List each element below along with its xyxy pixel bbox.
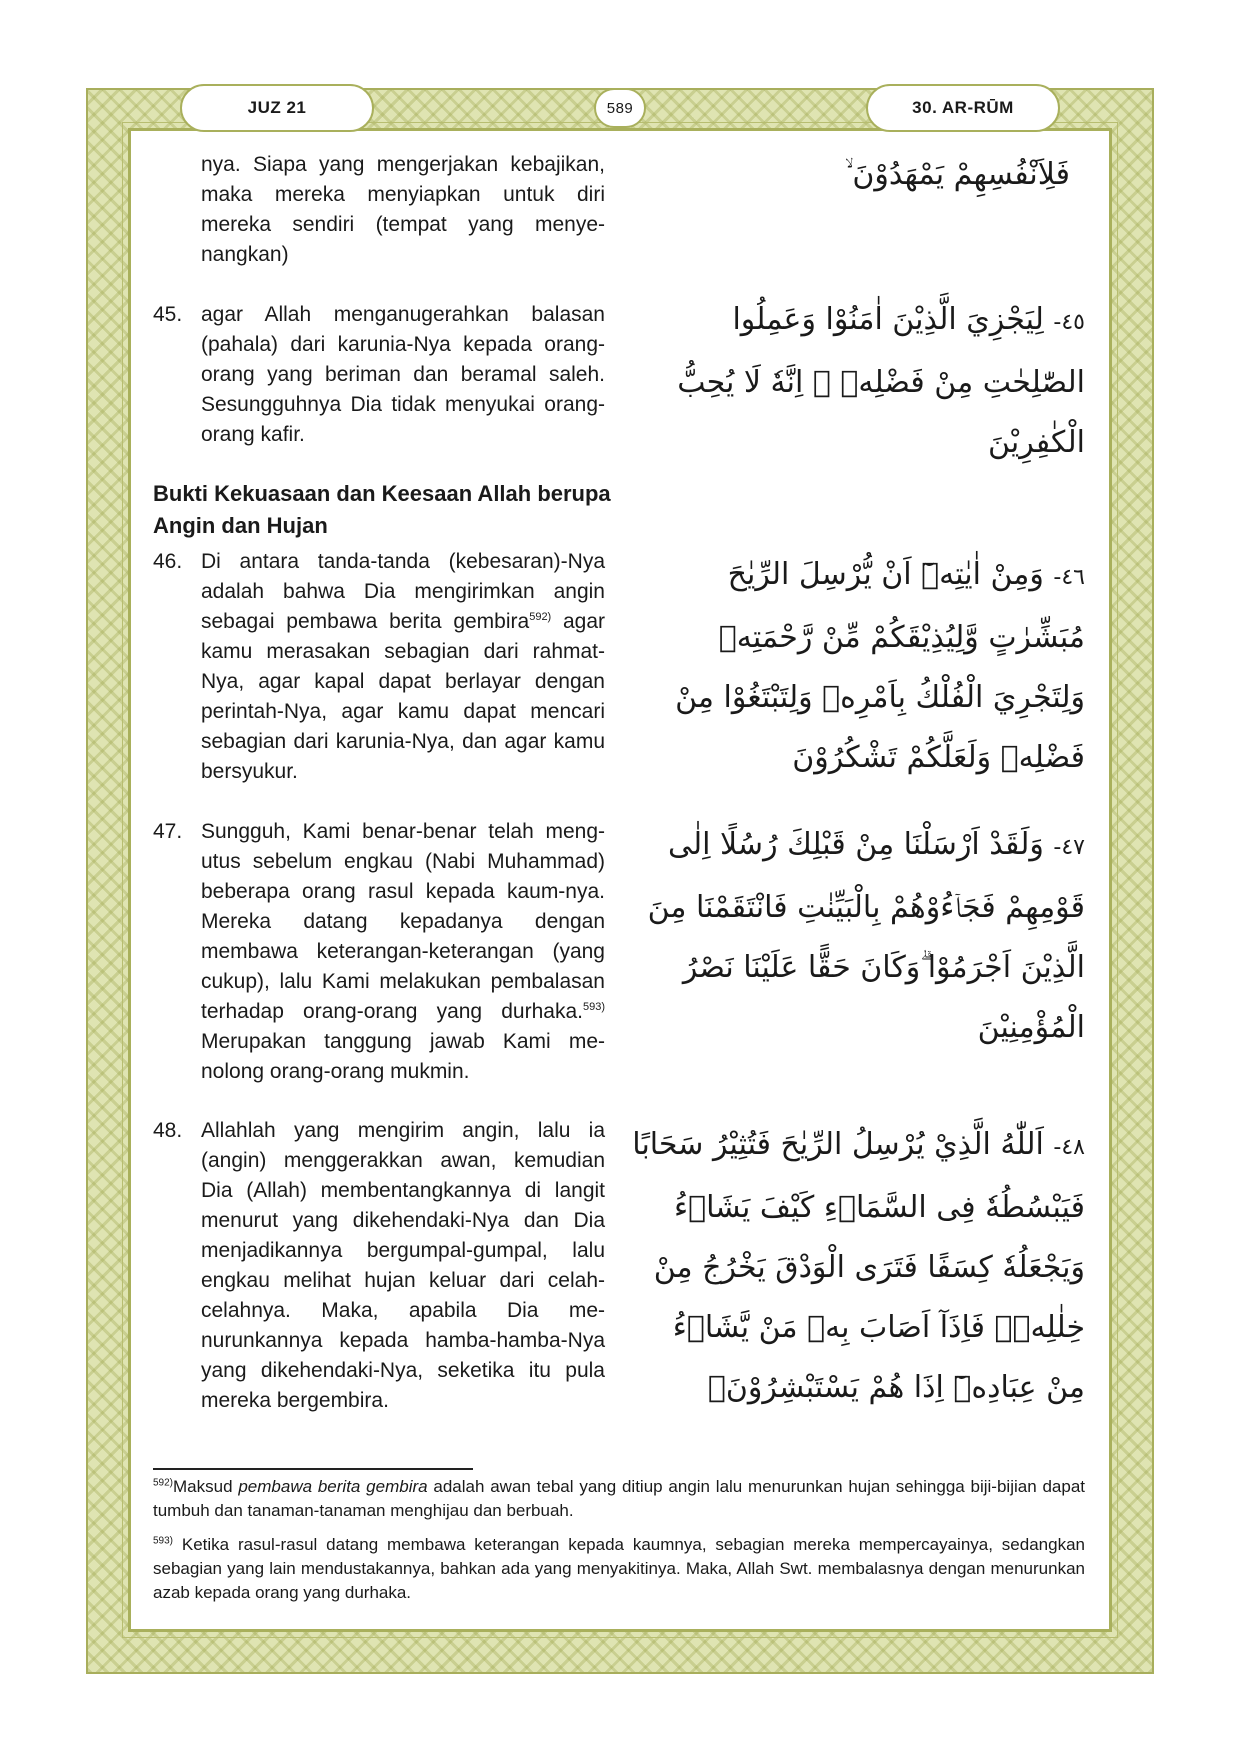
juz-label: JUZ 21: [180, 84, 374, 132]
section-title: Bukti Kekuasaan dan Keesaan Allah berupa Angin dan Hujan: [153, 481, 611, 538]
verse-47-arabic: ٤٧- وَلَقَدْ اَرْسَلْنَا مِنْ قَبْلِكَ رُسُلًا اِلٰى قَوْمِهِمْ فَجَاۤءُوْهُمْ بِالْبَيِّنٰتِ فَانْتَقَمْنَا مِنَ الَّذِيْنَ اَجْرَمُوْا ۗوَكَانَ حَقًّا عَلَيْنَا نَصْرُ الْمُؤْمِنِيْنَ: [647, 827, 1085, 1045]
verse-47-translation: 47. Sungguh, Kami benar-benar telah meng-utus sebelum engkau (Nabi Muhammad) beberapa orang rasul kepada kaum-nya. Mereka datang kepadanya dengan membawa keterangan-keterangan (yang cukup), lalu Kami melakukan pembalasan terhadap orang-orang yang durhaka.$^{593)}$ Merupakan tanggung jawab Kami me-nolong orang-orang mukmin.: [201, 817, 605, 1087]
intro-translation: nya. Siapa yang mengerjakan kebajikan, maka mereka menyiapkan untuk diri mereka sendiri (tempat yang menye-nangkan): [201, 153, 605, 266]
page-number: 589: [594, 88, 646, 128]
verse-45-arabic: ٤٥- لِيَجْزِيَ الَّذِيْنَ اٰمَنُوْا وَعَمِلُوا الصّٰلِحٰتِ مِنْ فَضْلِهٖ ۗ اِنَّهٗ لَا يُحِبُّ الْكٰفِرِيْنَ: [677, 302, 1085, 460]
arabic-verse-number: ٤٨-: [1053, 1135, 1085, 1160]
verse-number: 45.: [153, 303, 183, 326]
verse-number: 47.: [153, 820, 183, 843]
verse-45-translation: 45. agar Allah menganugerahkan balasan (pahala) dari karunia-Nya kepada orang-orang yang beriman dan beramal saleh. Sesungguhnya Dia tidak menyukai orang-orang kafir.: [201, 300, 605, 450]
arabic-verse-number: ٤٦-: [1053, 565, 1085, 590]
verse-number: 46.: [153, 550, 183, 573]
arabic-verse-number: ٤٧-: [1053, 835, 1085, 860]
footnote-divider: [153, 1468, 473, 1470]
intro-arabic: فَلِاَنْفُسِهِمْ يَمْهَدُوْنَ ۙ: [844, 157, 1070, 192]
footnote-ref: 592): [529, 611, 552, 623]
verse-46-arabic: ٤٦- وَمِنْ اٰيٰتِهٖٓ اَنْ يُّرْسِلَ الرِّيٰحَ مُبَشِّرٰتٍ وَّلِيُذِيْقَكُمْ مِّنْ رَّحْمَتِهٖ وَلِتَجْرِيَ الْفُلْكُ بِاَمْرِهٖ وَلِتَبْتَغُوْا مِنْ فَضْلِهٖ وَلَعَلَّكُمْ تَشْكُرُوْنَ: [675, 557, 1085, 775]
verse-number: 48.: [153, 1119, 183, 1142]
footnote-ref: 593): [582, 1001, 605, 1013]
arabic-verse-number: ٤٥-: [1053, 310, 1085, 335]
verse-46-translation: 46. Di antara tanda-tanda (kebesaran)-Nya adalah bahwa Dia mengirimkan angin sebagai pembawa berita gembira$^{592)}$ agar kamu merasakan sebagian dari rahmat-Nya, agar kapal dapat berlayar dengan perintah-Nya, agar kamu dapat mencari sebagian dari karunia-Nya, dan agar kamu bersyukur.: [201, 547, 605, 787]
footnote-592: $^{592)}$Maksud pembawa berita gembira adalah awan tebal yang ditiup angin lalu menurunkan hujan sehingga biji-bijian dapat tumbuh dan tanaman-tanaman menghijau dan berbuah.: [153, 1477, 1085, 1520]
footnote-593: $^{593)}$ Ketika rasul-rasul datang membawa keterangan kepada kaumnya, sebagian mereka mempercayainya, sedangkan sebagian yang lain mendustakannya, bahkan ada yang menyakitinya. Maka, Allah Swt. membalasnya dengan menurunkan azab kepada orang yang durhaka.: [153, 1535, 1085, 1602]
verse-48-arabic: ٤٨- اَللّٰهُ الَّذِيْ يُرْسِلُ الرِّيٰحَ فَتُثِيْرُ سَحَابًا فَيَبْسُطُهٗ فِى السَّمَاۤءِ كَيْفَ يَشَاۤءُ وَيَجْعَلُهٗ كِسَفًا فَتَرَى الْوَدْقَ يَخْرُجُ مِنْ خِلٰلِهٖۚ فَاِذَآ اَصَابَ بِهٖ مَنْ يَّشَاۤءُ مِنْ عِبَادِهٖٓ اِذَا هُمْ يَسْتَبْشِرُوْنَۚ: [632, 1127, 1085, 1405]
surah-label: 30. AR-RŪM: [866, 84, 1060, 132]
verse-48-translation: 48. Allahlah yang mengirim angin, lalu ia (angin) menggerakkan awan, kemudian Dia (Allah) membentangkannya di langit menurut yang dikehendaki-Nya dan Dia menjadikannya bergumpal-gumpal, lalu engkau melihat hujan keluar dari celah-celahnya. Maka, apabila Dia me-nurunkannya kepada hamba-hamba-Nya yang dikehendaki-Nya, seketika itu pula mereka bergembira.: [201, 1116, 605, 1416]
